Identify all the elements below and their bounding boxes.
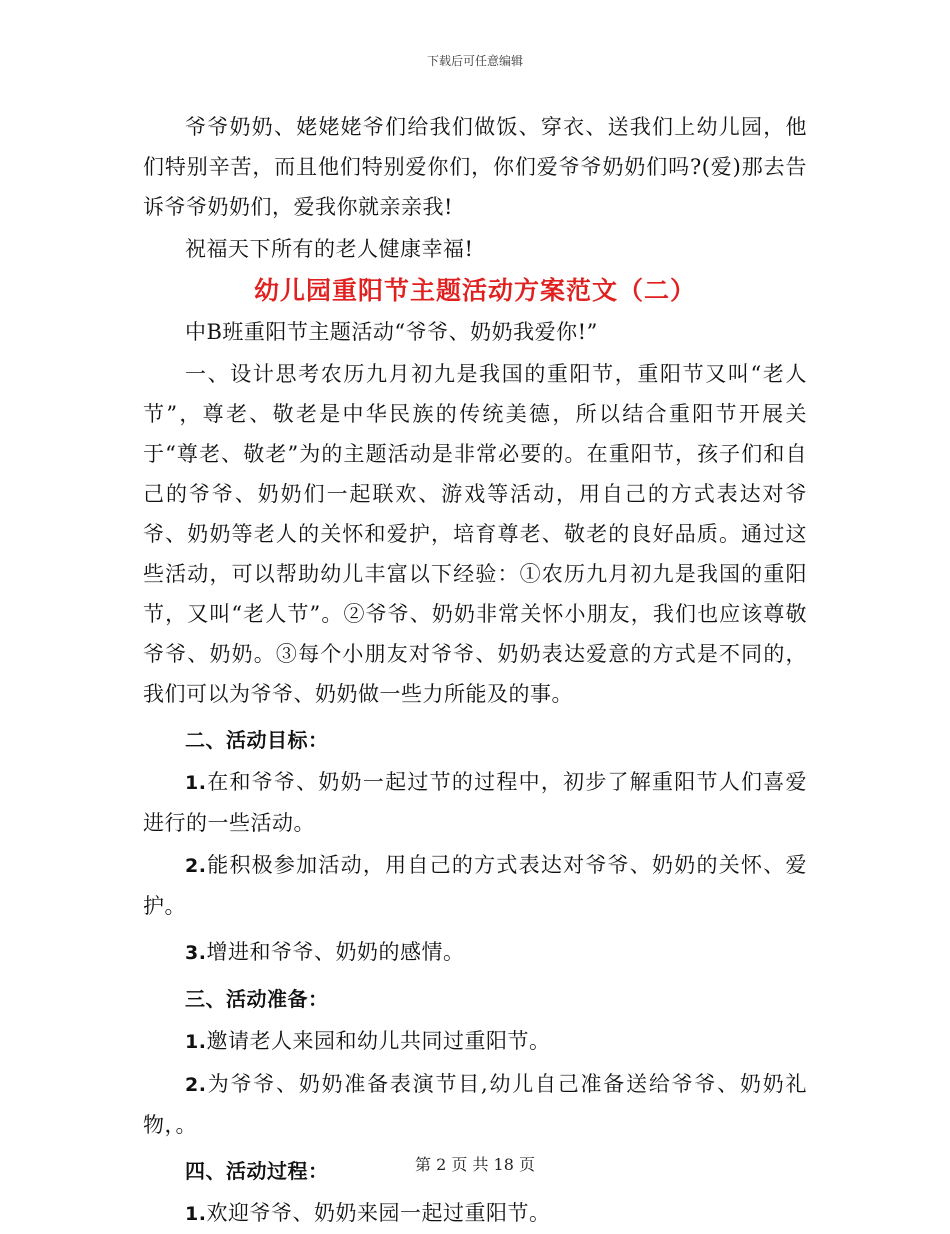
paragraph-intro: 爷爷奶奶、姥姥姥爷们给我们做饭、穿衣、送我们上幼儿园，他们特别辛苦，而且他们特别爱你们，你们爱爷爷奶奶们吗?(爱)那去告诉爷爷奶奶们，爱我你就亲亲我! (143, 115, 807, 219)
goal-item (143, 932, 807, 973)
section-design: 一、设计思考农历九月初九是我国的重阳节，重阳节又叫“老人节”，尊老、敬老是中华民族的传统美德，所以结合重阳节开展关于“尊老、敬老”为的主题活动是非常必要的。在重阳节，孩子们和自己的爷爷、奶奶们一起联欢、游戏等活动，用自己的方式表达对爷爷、奶奶等老人的关怀和爱护，培育尊老、敬老的良好品质。通过这些活动，可以帮助幼儿丰富以下经验：①农历九月初九是我国的重阳节，又叫“老人节”。②爷爷、奶奶非常关怀小朋友，我们也应该尊敬爷爷、奶奶。③每个小朋友对爷爷、奶奶表达爱意的方式是不同的，我们可以为爷爷、奶奶做一些力所能及的事。 (143, 362, 807, 706)
process-heading: 四、活动过程： (185, 1159, 329, 1183)
preparation-heading: 三、活动准备： (185, 987, 329, 1011)
preparation-number: 2. (185, 1074, 207, 1096)
goal-number: 3. (185, 942, 207, 964)
goal-item (143, 762, 807, 843)
goal-text: 能积极参加活动，用自己的方式表达对爷爷、奶奶的关怀、爱护。 (143, 853, 807, 918)
process-item (143, 1193, 807, 1234)
preparation-item (143, 1064, 807, 1145)
document-body (143, 107, 807, 1234)
activity-subtitle: 中B班重阳节主题活动“爷爷、奶奶我爱你!” (185, 320, 598, 344)
process-text: 欢迎爷爷、奶奶来园一起过重阳节。 (206, 1201, 551, 1225)
goal-item (143, 845, 807, 926)
section-goals-heading (143, 720, 807, 760)
paragraph-blessing: 祝福天下所有的老人健康幸福! (185, 237, 474, 261)
page-footer: 第 2 页 共 18 页 (415, 1155, 535, 1174)
preparation-number: 1. (185, 1031, 207, 1053)
section-preparation-heading (143, 979, 807, 1019)
document-title: 幼儿园重阳节主题活动方案范文（二） (253, 276, 696, 305)
preparation-text: 为爷爷、奶奶准备表演节目,幼儿自己准备送给爷爷、奶奶礼物，。 (143, 1072, 807, 1137)
preparation-text: 邀请老人来园和幼儿共同过重阳节。 (206, 1029, 551, 1053)
goal-number: 2. (185, 855, 207, 877)
goal-text: 在和爷爷、奶奶一起过节的过程中，初步了解重阳节人们喜爱进行的一些活动。 (143, 770, 807, 835)
process-number: 1. (185, 1203, 207, 1225)
goal-number: 1. (185, 772, 207, 794)
page-header: 下载后可任意编辑 (426, 54, 523, 68)
preparation-item (143, 1021, 807, 1062)
goal-text: 增进和爷爷、奶奶的感情。 (206, 940, 465, 964)
goals-heading: 二、活动目标： (185, 728, 329, 752)
